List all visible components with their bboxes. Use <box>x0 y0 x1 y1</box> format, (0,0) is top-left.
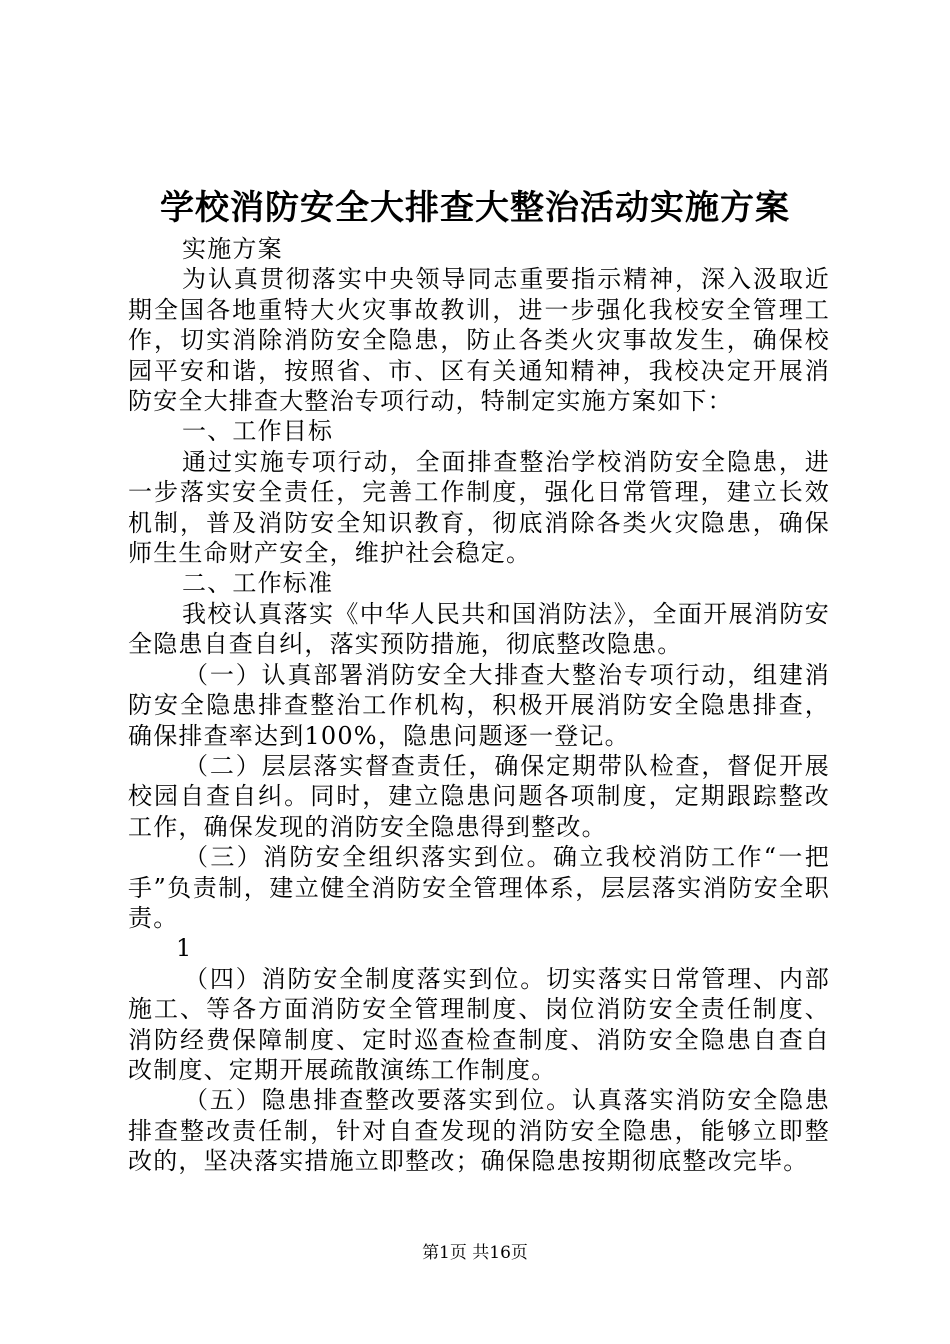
intro-paragraph: 为认真贯彻落实中央领导同志重要指示精神，深入汲取近期全国各地重特大火灾事故教训，进一步强化我校安全管理工作，切实消除消防安全隐患，防止各类火灾事故发生，确保校园平安和谐，按照省、市、区有关通知精神，我校决定开展消防安全大排查大整治专项行动，特制定实施方案如下： <box>128 265 830 416</box>
item-two-paragraph: （二）层层落实督查责任，确保定期带队检查，督促开展校园自查自纠。同时，建立隐患问题各项制度，定期跟踪整改工作，确保发现的消防安全隐患得到整改。 <box>128 751 830 841</box>
work-standard-paragraph: 我校认真落实《中华人民共和国消防法》，全面开展消防安全隐患自查自纠，落实预防措施，彻底整改隐患。 <box>128 599 830 659</box>
item-three-paragraph: （三）消防安全组织落实到位。确立我校消防工作“一把手”负责制，建立健全消防安全管理体系，层层落实消防安全职责。 <box>128 843 830 932</box>
document-body <box>128 234 830 1177</box>
inline-page-number: 1 <box>176 934 193 963</box>
section-label: 实施方案 <box>182 235 283 263</box>
page-footer: 第1页 共16页 <box>422 1243 528 1263</box>
item-four-paragraph: （四）消防安全制度落实到位。切实落实日常管理、内部施工、等各方面消防安全管理制度、岗位消防安全责任制度、消防经费保障制度、定时巡查检查制度、消防安全隐患自查自改制度、定期开展疏散演练工作制度。 <box>128 964 830 1084</box>
heading-work-goal: 一、工作目标 <box>182 417 334 446</box>
document-title: 学校消防安全大排查大整治活动实施方案 <box>160 188 790 228</box>
item-one-paragraph: （一）认真部署消防安全大排查大整治专项行动，组建消防安全隐患排查整治工作机构，积极开展消防安全隐患排查，确保排查率达到100%，隐患问题逐一登记。 <box>128 660 830 750</box>
work-goal-paragraph: 通过实施专项行动，全面排查整治学校消防安全隐患，进一步落实安全责任，完善工作制度，强化日常管理，建立长效机制，普及消防安全知识教育，彻底消除各类火灾隐患，确保师生生命财产安全，维护社会稳定。 <box>128 447 830 568</box>
heading-work-standard: 二、工作标准 <box>182 569 334 598</box>
item-five-paragraph: （五）隐患排查整改要落实到位。认真落实消防安全隐患排查整改责任制，针对自查发现的消防安全隐患，能够立即整改的，坚决落实措施立即整改；确保隐患按期彻底整改完毕。 <box>128 1086 830 1176</box>
